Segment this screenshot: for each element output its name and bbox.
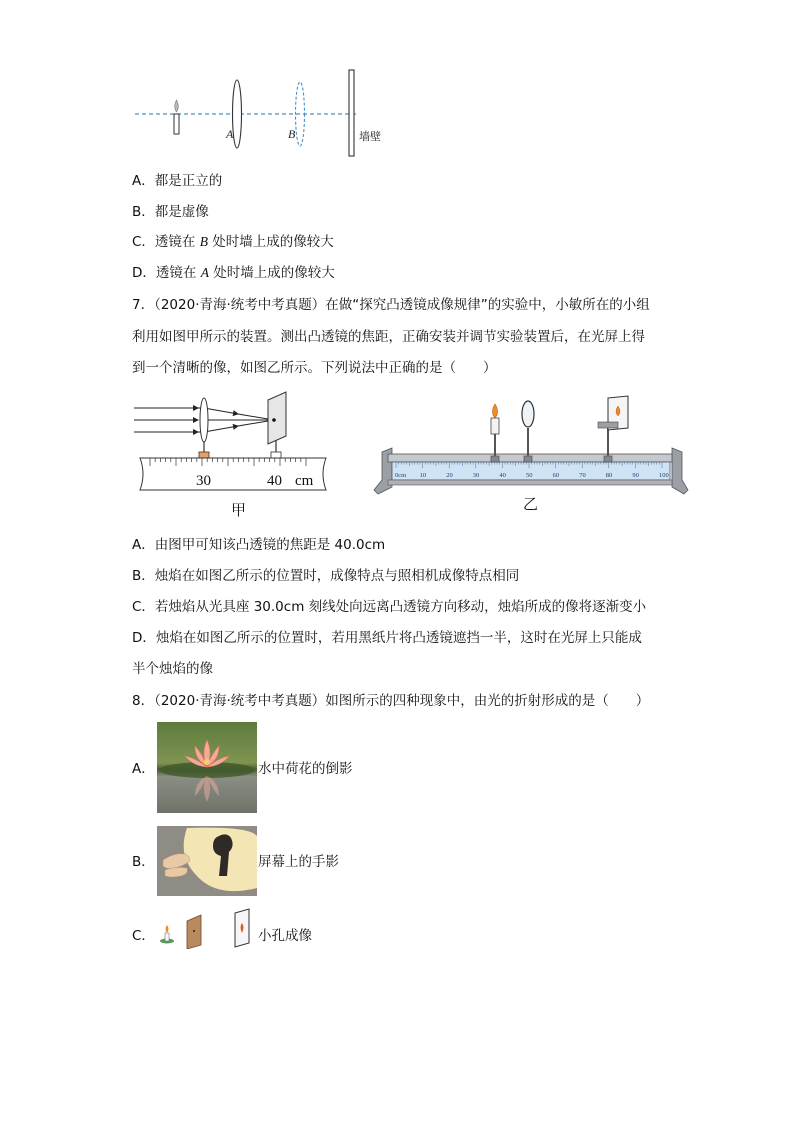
yi-scale-label: 90 — [632, 472, 639, 479]
q7-option-d-line2: 半个烛焰的像 — [132, 661, 213, 677]
yi-lens — [522, 401, 534, 427]
wall-label: 墙壁 — [359, 130, 381, 143]
q6-option-b: B．都是虚像 — [132, 204, 209, 220]
wall — [349, 70, 354, 156]
yi-scale-label: 30 — [472, 472, 480, 479]
yi-caption: 乙 — [523, 495, 539, 513]
q6-option-c — [132, 233, 334, 251]
q7-option-c: C．若烛焰从光具座 30.0cm 刻线处向远离凸透镜方向移动，烛焰所成的像将逐渐变小 — [132, 599, 647, 615]
q6-d-var: A — [200, 265, 209, 280]
lens-a — [233, 80, 242, 148]
q8-option-a-text: 水中荷花的倒影 — [258, 761, 353, 777]
q7-stem-line1: 7．（2020·青海·统考中考真题）在做“探究凸透镜成像规律”的实验中，小敏所在的小组 — [132, 297, 650, 313]
jia-caption: 甲 — [231, 501, 247, 519]
yi-scale-label: 80 — [605, 472, 613, 479]
label-b: B — [288, 127, 296, 141]
jia-tick-30: 30 — [196, 473, 211, 489]
q8-stem: 8．（2020·青海·统考中考真题）如图所示的四种现象中，由光的折射形成的是（ ） — [132, 693, 650, 709]
q8-option-a-letter: A． — [132, 761, 155, 777]
figure-jia — [130, 388, 330, 523]
label-a: A — [226, 127, 234, 141]
jia-screen — [268, 392, 286, 444]
q6-option-d — [132, 264, 335, 282]
q8-option-b-text: 屏幕上的手影 — [258, 854, 339, 870]
jia-lens — [200, 398, 208, 442]
yi-flame — [493, 404, 498, 418]
q8-option-c-text: 小孔成像 — [258, 928, 312, 944]
yi-scale-label: 50 — [526, 472, 533, 479]
yi-scale-label: 40 — [499, 472, 506, 479]
q7-option-b: B．烛焰在如图乙所示的位置时，成像特点与照相机成像特点相同 — [132, 568, 520, 584]
q6-c-pre: C．透镜在 — [132, 234, 200, 250]
q7-option-a: A．由图甲可知该凸透镜的焦距是 40.0cm — [132, 537, 386, 553]
q7-option-d-line1: D．烛焰在如图乙所示的位置时，若用黑纸片将凸透镜遮挡一半，这时在光屏上只能成 — [132, 630, 642, 646]
figure-yi — [372, 392, 690, 517]
yi-scale-label: 0cm — [395, 472, 407, 479]
candle — [174, 114, 179, 134]
q7-stem-line2: 利用如图甲所示的装置。测出凸透镜的焦距，正确安装并调节实验装置后，在光屏上得 — [132, 329, 645, 345]
yi-candle — [491, 418, 499, 434]
yi-scale-label: 100 — [659, 472, 669, 479]
yi-scale-label: 20 — [446, 472, 453, 479]
q7-stem-line3: 到一个清晰的像，如图乙所示。下列说法中正确的是（ ） — [132, 360, 497, 376]
hand-shadow-image — [157, 826, 257, 896]
q6-c-post: 处时墙上成的像较大 — [207, 234, 334, 250]
q6-d-pre: D．透镜在 — [132, 265, 201, 281]
q6-c-var: B — [199, 234, 208, 249]
candle-flame — [175, 100, 179, 112]
q8-option-b-letter: B． — [132, 854, 155, 870]
lens-wall-diagram — [130, 66, 400, 158]
q6-d-post: 处时墙上成的像较大 — [208, 265, 335, 281]
yi-scale-label: 10 — [419, 472, 427, 479]
q6-option-a: A．都是正立的 — [132, 173, 223, 189]
jia-unit: cm — [295, 473, 314, 489]
yi-scale-label: 70 — [579, 472, 586, 479]
pinhole-image — [157, 907, 255, 949]
q8-option-c-letter: C． — [132, 928, 155, 944]
jia-tick-40: 40 — [267, 473, 282, 489]
yi-scale-label: 60 — [552, 472, 560, 479]
lotus-reflection-image — [157, 722, 257, 813]
